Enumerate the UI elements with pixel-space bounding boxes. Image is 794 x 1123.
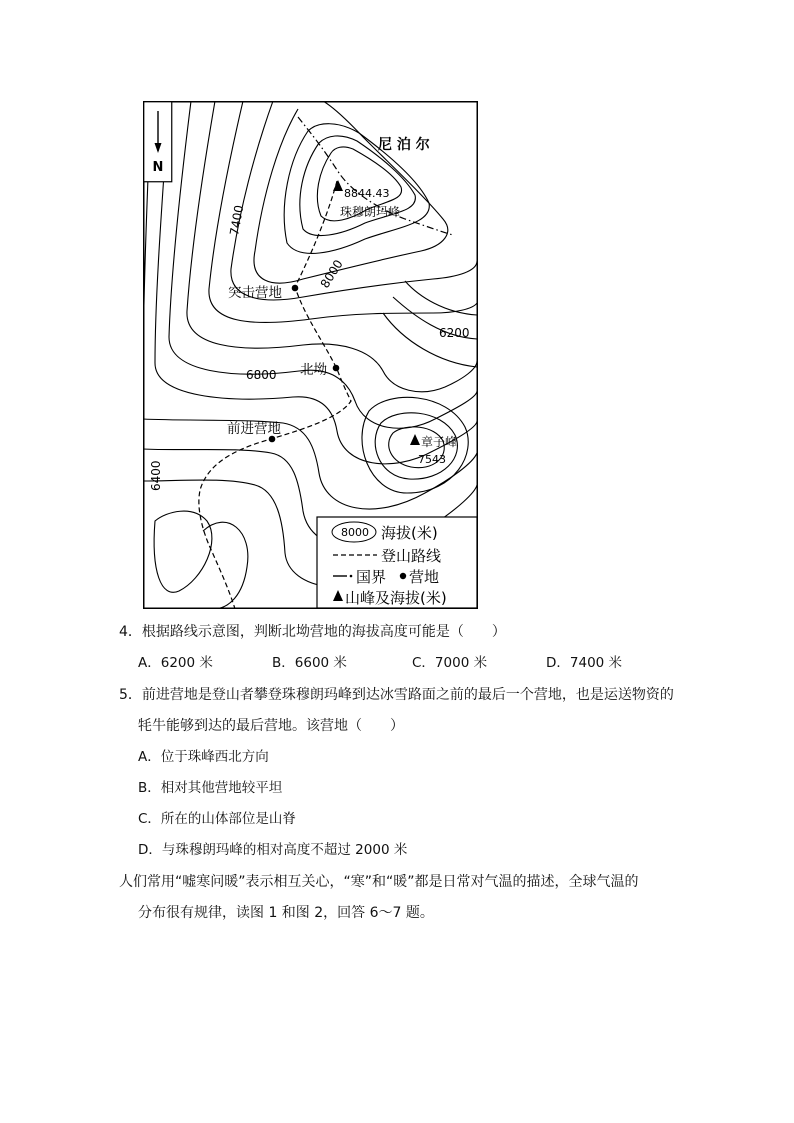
north-col-label: 北坳 bbox=[300, 362, 327, 378]
contour-label-6200: 6200 bbox=[439, 326, 470, 340]
question-4-stem: 4．根据路线示意图，判断北坳营地的海拔高度可能是（ ） bbox=[119, 624, 506, 640]
north-arrow bbox=[144, 102, 172, 182]
intro-line2: 分布很有规律，读图 1 和图 2，回答 6～7 题。 bbox=[138, 905, 434, 921]
everest-peak-icon bbox=[333, 180, 343, 191]
assault-camp-label: 突击营地 bbox=[228, 285, 282, 301]
zhangzi-peak-icon bbox=[410, 434, 420, 445]
zhangzi-name: 章子峰 bbox=[421, 435, 458, 449]
topographic-map bbox=[143, 101, 478, 609]
everest-name: 珠穆朗玛峰 bbox=[340, 205, 401, 219]
country-label: 尼 泊 尔 bbox=[378, 137, 430, 153]
legend-peak: 山峰及海拔(米) bbox=[345, 589, 447, 607]
q4-option-d: D．7400 米 bbox=[546, 655, 623, 671]
q5-option-c: C．所在的山体部位是山脊 bbox=[138, 811, 296, 827]
legend bbox=[317, 517, 477, 608]
question-5-stem-line1: 5．前进营地是登山者攀登珠穆朗玛峰到达冰雪路面之前的最后一个营地，也是运送物资的 bbox=[119, 687, 674, 703]
north-label: N bbox=[152, 160, 164, 175]
contour-label-7400: 7400 bbox=[227, 204, 247, 237]
intro-line1: 人们常用“嘘寒问暖”表示相互关心，“寒”和“暖”都是日常对气温的描述，全球气温的 bbox=[119, 874, 639, 890]
north-col-dot bbox=[333, 365, 340, 372]
q5-option-a: A．位于珠峰西北方向 bbox=[138, 749, 269, 765]
q4-option-c: C．7000 米 bbox=[412, 655, 488, 671]
q5-option-b: B．相对其他营地较平坦 bbox=[138, 780, 283, 796]
contour-label-8000: 8000 bbox=[317, 257, 346, 291]
legend-camp: 营地 bbox=[409, 568, 440, 586]
legend-elevation: 海拔(米) bbox=[381, 524, 438, 542]
q5-option-d: D．与珠穆朗玛峰的相对高度不超过 2000 米 bbox=[138, 842, 408, 858]
everest-elevation: 8844.43 bbox=[344, 187, 390, 200]
q4-option-a: A．6200 米 bbox=[138, 655, 213, 671]
q4-option-b: B．6600 米 bbox=[272, 655, 347, 671]
assault-camp-dot bbox=[292, 285, 299, 292]
contour-label-6800: 6800 bbox=[246, 368, 277, 382]
question-5-stem-line2: 牦牛能够到达的最后营地。该营地（ ） bbox=[138, 718, 404, 734]
legend-sample-value: 8000 bbox=[341, 526, 369, 539]
advance-camp-label: 前进营地 bbox=[227, 421, 281, 437]
legend-route: 登山路线 bbox=[381, 547, 442, 565]
contour-label-6400: 6400 bbox=[149, 460, 163, 491]
legend-border: 国界 bbox=[356, 568, 387, 586]
zhangzi-elevation: 7543 bbox=[418, 453, 446, 466]
